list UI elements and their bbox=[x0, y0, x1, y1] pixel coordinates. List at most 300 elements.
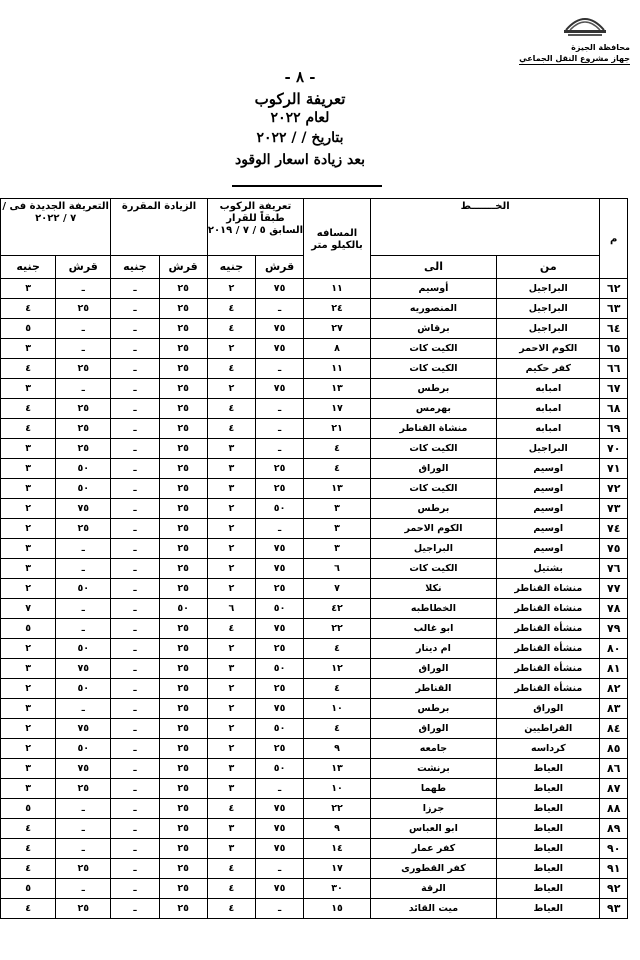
increase-piaster: ٢٥ bbox=[159, 359, 207, 379]
distance-km: ٦ bbox=[304, 559, 371, 579]
prev-fare-piaster: ٧٥ bbox=[255, 559, 303, 579]
row-number: ٦٩ bbox=[600, 419, 628, 439]
prev-fare-piaster: ـ bbox=[255, 899, 303, 919]
distance-km: ١٠ bbox=[304, 779, 371, 799]
new-fare-piaster: ٢٥ bbox=[56, 779, 111, 799]
new-fare-piaster: ـ bbox=[56, 619, 111, 639]
new-fare-pound: ٢ bbox=[1, 719, 56, 739]
prev-fare-pound: ٣ bbox=[207, 439, 255, 459]
increase-piaster: ٢٥ bbox=[159, 779, 207, 799]
new-fare-piaster: ـ bbox=[56, 879, 111, 899]
prev-fare-pound: ٣ bbox=[207, 819, 255, 839]
row-number: ٧٣ bbox=[600, 499, 628, 519]
row-number: ٨٦ bbox=[600, 759, 628, 779]
increase-pound: ـ bbox=[111, 619, 159, 639]
route-from: العياط bbox=[497, 779, 600, 799]
new-fare-piaster: ٥٠ bbox=[56, 739, 111, 759]
new-fare-piaster: ٢٥ bbox=[56, 299, 111, 319]
prev-fare-piaster: ٥٠ bbox=[255, 759, 303, 779]
new-fare-piaster: ـ bbox=[56, 699, 111, 719]
new-fare-piaster: ٢٥ bbox=[56, 399, 111, 419]
fare-table bbox=[0, 198, 628, 919]
route-from: كفر حكيم bbox=[497, 359, 600, 379]
table-row bbox=[1, 379, 628, 399]
table-row bbox=[1, 759, 628, 779]
distance-km: ١١ bbox=[304, 359, 371, 379]
new-fare-pound: ٥ bbox=[1, 619, 56, 639]
new-fare-piaster: ـ bbox=[56, 539, 111, 559]
increase-piaster: ٢٥ bbox=[159, 799, 207, 819]
distance-km: ١٠ bbox=[304, 699, 371, 719]
new-fare-piaster: ـ bbox=[56, 599, 111, 619]
new-fare-piaster: ٢٥ bbox=[56, 359, 111, 379]
table-row bbox=[1, 359, 628, 379]
route-from: العياط bbox=[497, 799, 600, 819]
route-from: البراجيل bbox=[497, 439, 600, 459]
new-fare-piaster: ٧٥ bbox=[56, 759, 111, 779]
header-new-pound: جنيه bbox=[1, 256, 56, 279]
increase-pound: ـ bbox=[111, 879, 159, 899]
increase-pound: ـ bbox=[111, 599, 159, 619]
increase-piaster: ٢٥ bbox=[159, 279, 207, 299]
increase-piaster: ٢٥ bbox=[159, 319, 207, 339]
prev-fare-piaster: ٥٠ bbox=[255, 599, 303, 619]
increase-piaster: ٢٥ bbox=[159, 519, 207, 539]
increase-piaster: ٢٥ bbox=[159, 379, 207, 399]
new-fare-pound: ٤ bbox=[1, 419, 56, 439]
new-fare-pound: ٢ bbox=[1, 639, 56, 659]
route-from: منشاة القناطر bbox=[497, 599, 600, 619]
route-to: جرزا bbox=[370, 799, 496, 819]
increase-pound: ـ bbox=[111, 479, 159, 499]
route-to: القناطر bbox=[370, 679, 496, 699]
header-inc-pound: جنيه bbox=[111, 256, 159, 279]
prev-fare-piaster: ٥٠ bbox=[255, 659, 303, 679]
row-number: ٧٤ bbox=[600, 519, 628, 539]
distance-km: ٢٢ bbox=[304, 619, 371, 639]
distance-km: ٣٠ bbox=[304, 879, 371, 899]
route-to: الكيت كات bbox=[370, 359, 496, 379]
new-fare-pound: ٢ bbox=[1, 499, 56, 519]
prev-fare-piaster: ٧٥ bbox=[255, 339, 303, 359]
route-from: القراطيين bbox=[497, 719, 600, 739]
new-fare-pound: ٢ bbox=[1, 519, 56, 539]
increase-pound: ـ bbox=[111, 719, 159, 739]
fare-table-body bbox=[1, 279, 628, 919]
route-to: برطس bbox=[370, 499, 496, 519]
increase-piaster: ٢٥ bbox=[159, 419, 207, 439]
table-row bbox=[1, 399, 628, 419]
new-fare-pound: ٢ bbox=[1, 679, 56, 699]
increase-piaster: ٢٥ bbox=[159, 619, 207, 639]
increase-pound: ـ bbox=[111, 579, 159, 599]
increase-piaster: ٢٥ bbox=[159, 459, 207, 479]
distance-km: ٩ bbox=[304, 739, 371, 759]
row-number: ٧٥ bbox=[600, 539, 628, 559]
distance-km: ٢١ bbox=[304, 419, 371, 439]
header-to: الى bbox=[370, 256, 496, 279]
prev-fare-piaster: ٧٥ bbox=[255, 279, 303, 299]
header-previous-fare: تعريفة الركوب طبقاً للقرار السابق ٥ / ٧ / ٢٠١٩ bbox=[207, 199, 303, 256]
increase-piaster: ٢٥ bbox=[159, 299, 207, 319]
increase-pound: ـ bbox=[111, 559, 159, 579]
row-number: ٨٥ bbox=[600, 739, 628, 759]
new-fare-pound: ٥ bbox=[1, 319, 56, 339]
header-from: من bbox=[497, 256, 600, 279]
table-row bbox=[1, 319, 628, 339]
prev-fare-pound: ٢ bbox=[207, 559, 255, 579]
governorate-logo-icon bbox=[560, 10, 610, 38]
prev-fare-pound: ٣ bbox=[207, 479, 255, 499]
table-row bbox=[1, 659, 628, 679]
distance-km: ١٣ bbox=[304, 759, 371, 779]
distance-km: ٤٢ bbox=[304, 599, 371, 619]
prev-fare-piaster: ٧٥ bbox=[255, 799, 303, 819]
prev-fare-pound: ٢ bbox=[207, 739, 255, 759]
new-fare-piaster: ٧٥ bbox=[56, 719, 111, 739]
document-date: بتاريخ / / ٢٠٢٢ bbox=[256, 130, 344, 146]
route-to: ميت القائد bbox=[370, 899, 496, 919]
prev-fare-pound: ٢ bbox=[207, 519, 255, 539]
prev-fare-piaster: ـ bbox=[255, 359, 303, 379]
distance-km: ٢٧ bbox=[304, 319, 371, 339]
increase-piaster: ٢٥ bbox=[159, 559, 207, 579]
prev-fare-pound: ٤ bbox=[207, 319, 255, 339]
document-title: تعريفة الركوب bbox=[254, 90, 346, 108]
org-line-1: محافظة الجيزة bbox=[571, 43, 630, 52]
table-row bbox=[1, 819, 628, 839]
route-to: برقاش bbox=[370, 319, 496, 339]
new-fare-pound: ٧ bbox=[1, 599, 56, 619]
distance-km: ٤ bbox=[304, 639, 371, 659]
prev-fare-piaster: ـ bbox=[255, 439, 303, 459]
prev-fare-pound: ٤ bbox=[207, 859, 255, 879]
route-from: اوسيم bbox=[497, 539, 600, 559]
route-to: الكيت كات bbox=[370, 559, 496, 579]
row-number: ٦٧ bbox=[600, 379, 628, 399]
prev-fare-pound: ٣ bbox=[207, 779, 255, 799]
prev-fare-pound: ٣ bbox=[207, 459, 255, 479]
prev-fare-piaster: ٧٥ bbox=[255, 879, 303, 899]
route-from: امبابه bbox=[497, 379, 600, 399]
header-prev-piaster: قرش bbox=[255, 256, 303, 279]
new-fare-pound: ٤ bbox=[1, 299, 56, 319]
row-number: ٨٤ bbox=[600, 719, 628, 739]
increase-piaster: ٢٥ bbox=[159, 339, 207, 359]
increase-pound: ـ bbox=[111, 279, 159, 299]
page-number: - ٨ - bbox=[284, 68, 316, 86]
distance-km: ١١ bbox=[304, 279, 371, 299]
distance-km: ٣ bbox=[304, 519, 371, 539]
new-fare-pound: ٣ bbox=[1, 279, 56, 299]
increase-pound: ـ bbox=[111, 359, 159, 379]
new-fare-pound: ٥ bbox=[1, 799, 56, 819]
prev-fare-pound: ٤ bbox=[207, 619, 255, 639]
route-from: منشاة القناطر bbox=[497, 579, 600, 599]
increase-piaster: ٢٥ bbox=[159, 899, 207, 919]
route-from: العياط bbox=[497, 759, 600, 779]
prev-fare-piaster: ٥٠ bbox=[255, 719, 303, 739]
prev-fare-pound: ٢ bbox=[207, 539, 255, 559]
increase-pound: ـ bbox=[111, 299, 159, 319]
distance-km: ٧ bbox=[304, 579, 371, 599]
new-fare-piaster: ـ bbox=[56, 819, 111, 839]
prev-fare-pound: ٢ bbox=[207, 579, 255, 599]
increase-pound: ـ bbox=[111, 439, 159, 459]
increase-piaster: ٢٥ bbox=[159, 679, 207, 699]
new-fare-pound: ٣ bbox=[1, 439, 56, 459]
new-fare-piaster: ـ bbox=[56, 339, 111, 359]
increase-pound: ـ bbox=[111, 459, 159, 479]
table-row bbox=[1, 559, 628, 579]
route-to: منشاة القناطر bbox=[370, 419, 496, 439]
new-fare-pound: ٥ bbox=[1, 879, 56, 899]
route-to: جامعه bbox=[370, 739, 496, 759]
table-row bbox=[1, 779, 628, 799]
increase-pound: ـ bbox=[111, 539, 159, 559]
increase-pound: ـ bbox=[111, 339, 159, 359]
increase-pound: ـ bbox=[111, 699, 159, 719]
increase-pound: ـ bbox=[111, 859, 159, 879]
distance-km: ٤ bbox=[304, 679, 371, 699]
row-number: ٨٩ bbox=[600, 819, 628, 839]
prev-fare-piaster: ـ bbox=[255, 399, 303, 419]
row-number: ٨١ bbox=[600, 659, 628, 679]
route-from: منشأة القناطر bbox=[497, 679, 600, 699]
document-note: بعد زيادة اسعار الوقود bbox=[234, 152, 366, 168]
distance-km: ٨ bbox=[304, 339, 371, 359]
row-number: ٦٢ bbox=[600, 279, 628, 299]
header-number: م bbox=[600, 199, 628, 279]
prev-fare-piaster: ٧٥ bbox=[255, 379, 303, 399]
distance-km: ٢٢ bbox=[304, 799, 371, 819]
route-to: أوسيم bbox=[370, 279, 496, 299]
row-number: ٧٢ bbox=[600, 479, 628, 499]
table-row bbox=[1, 899, 628, 919]
row-number: ٩٢ bbox=[600, 879, 628, 899]
route-from: بشتيل bbox=[497, 559, 600, 579]
row-number: ٨٨ bbox=[600, 799, 628, 819]
prev-fare-piaster: ٢٥ bbox=[255, 459, 303, 479]
new-fare-piaster: ٥٠ bbox=[56, 639, 111, 659]
new-fare-pound: ٣ bbox=[1, 479, 56, 499]
route-to: الكوم الاحمر bbox=[370, 519, 496, 539]
new-fare-piaster: ٢٥ bbox=[56, 859, 111, 879]
row-number: ٨٣ bbox=[600, 699, 628, 719]
org-line-2: جهاز مشروع النقل الجماعي bbox=[519, 54, 630, 63]
header-increase: الزيادة المقررة bbox=[111, 199, 207, 256]
route-from: منشأة القناطر bbox=[497, 619, 600, 639]
prev-fare-pound: ٤ bbox=[207, 879, 255, 899]
new-fare-piaster: ٧٥ bbox=[56, 499, 111, 519]
table-row bbox=[1, 799, 628, 819]
increase-pound: ـ bbox=[111, 639, 159, 659]
prev-fare-pound: ٢ bbox=[207, 499, 255, 519]
route-to: الوراق bbox=[370, 659, 496, 679]
new-fare-piaster: ٥٠ bbox=[56, 679, 111, 699]
increase-piaster: ٢٥ bbox=[159, 539, 207, 559]
new-fare-piaster: ـ bbox=[56, 559, 111, 579]
table-row bbox=[1, 579, 628, 599]
row-number: ٦٦ bbox=[600, 359, 628, 379]
increase-pound: ـ bbox=[111, 319, 159, 339]
header-new-piaster: قرش bbox=[56, 256, 111, 279]
new-fare-piaster: ـ bbox=[56, 279, 111, 299]
prev-fare-piaster: ٢٥ bbox=[255, 479, 303, 499]
distance-km: ١٢ bbox=[304, 659, 371, 679]
increase-pound: ـ bbox=[111, 839, 159, 859]
increase-piaster: ٢٥ bbox=[159, 579, 207, 599]
route-from: كرداسه bbox=[497, 739, 600, 759]
route-to: الكيت كات bbox=[370, 339, 496, 359]
prev-fare-pound: ٦ bbox=[207, 599, 255, 619]
header-new-fare: التعريفة الجديدة فى / ٧ / ٢٠٢٢ bbox=[1, 199, 111, 256]
increase-pound: ـ bbox=[111, 499, 159, 519]
table-row bbox=[1, 839, 628, 859]
route-to: برطس bbox=[370, 699, 496, 719]
distance-km: ١٣ bbox=[304, 479, 371, 499]
route-from: منشأة القناطر bbox=[497, 659, 600, 679]
new-fare-pound: ٤ bbox=[1, 819, 56, 839]
new-fare-piaster: ـ bbox=[56, 839, 111, 859]
table-row bbox=[1, 539, 628, 559]
new-fare-piaster: ٢٥ bbox=[56, 899, 111, 919]
route-from: البراجيل bbox=[497, 299, 600, 319]
increase-piaster: ٢٥ bbox=[159, 719, 207, 739]
route-to: ام دينار bbox=[370, 639, 496, 659]
increase-piaster: ٢٥ bbox=[159, 859, 207, 879]
increase-pound: ـ bbox=[111, 739, 159, 759]
table-row bbox=[1, 299, 628, 319]
prev-fare-piaster: ٧٥ bbox=[255, 819, 303, 839]
table-row bbox=[1, 419, 628, 439]
new-fare-pound: ٣ bbox=[1, 539, 56, 559]
route-from: العياط bbox=[497, 859, 600, 879]
header-distance: المسافه بالكيلو متر bbox=[304, 199, 371, 279]
new-fare-pound: ٤ bbox=[1, 899, 56, 919]
header-inc-piaster: قرش bbox=[159, 256, 207, 279]
prev-fare-piaster: ٧٥ bbox=[255, 319, 303, 339]
route-to: ابو العباس bbox=[370, 819, 496, 839]
prev-fare-pound: ٤ bbox=[207, 399, 255, 419]
row-number: ٩٣ bbox=[600, 899, 628, 919]
table-row bbox=[1, 599, 628, 619]
distance-km: ١٧ bbox=[304, 859, 371, 879]
row-number: ٧٩ bbox=[600, 619, 628, 639]
prev-fare-pound: ٢ bbox=[207, 279, 255, 299]
route-from: امبابه bbox=[497, 419, 600, 439]
prev-fare-pound: ٤ bbox=[207, 359, 255, 379]
increase-pound: ـ bbox=[111, 379, 159, 399]
new-fare-pound: ٣ bbox=[1, 779, 56, 799]
prev-fare-pound: ٤ bbox=[207, 899, 255, 919]
row-number: ٦٨ bbox=[600, 399, 628, 419]
increase-piaster: ٢٥ bbox=[159, 879, 207, 899]
table-row bbox=[1, 619, 628, 639]
new-fare-pound: ٣ bbox=[1, 759, 56, 779]
new-fare-piaster: ٢٥ bbox=[56, 519, 111, 539]
prev-fare-piaster: ٧٥ bbox=[255, 619, 303, 639]
table-row bbox=[1, 679, 628, 699]
distance-km: ١٤ bbox=[304, 839, 371, 859]
prev-fare-piaster: ٢٥ bbox=[255, 739, 303, 759]
increase-pound: ـ bbox=[111, 899, 159, 919]
increase-pound: ـ bbox=[111, 659, 159, 679]
row-number: ٨٢ bbox=[600, 679, 628, 699]
prev-fare-piaster: ٥٠ bbox=[255, 499, 303, 519]
new-fare-piaster: ٥٠ bbox=[56, 479, 111, 499]
new-fare-pound: ٤ bbox=[1, 399, 56, 419]
route-to: كفر عمار bbox=[370, 839, 496, 859]
row-number: ٧٦ bbox=[600, 559, 628, 579]
distance-km: ٣ bbox=[304, 539, 371, 559]
table-row bbox=[1, 439, 628, 459]
header-prev-pound: جنيه bbox=[207, 256, 255, 279]
distance-km: ٢٤ bbox=[304, 299, 371, 319]
new-fare-pound: ٤ bbox=[1, 839, 56, 859]
table-row bbox=[1, 639, 628, 659]
document-year: لعام ٢٠٢٢ bbox=[270, 110, 330, 126]
prev-fare-piaster: ٧٥ bbox=[255, 539, 303, 559]
increase-piaster: ٢٥ bbox=[159, 819, 207, 839]
row-number: ٧١ bbox=[600, 459, 628, 479]
prev-fare-piaster: ـ bbox=[255, 419, 303, 439]
prev-fare-piaster: ـ bbox=[255, 299, 303, 319]
increase-pound: ـ bbox=[111, 759, 159, 779]
prev-fare-pound: ٢ bbox=[207, 679, 255, 699]
distance-km: ١٣ bbox=[304, 379, 371, 399]
new-fare-pound: ٣ bbox=[1, 379, 56, 399]
table-row bbox=[1, 499, 628, 519]
prev-fare-piaster: ـ bbox=[255, 779, 303, 799]
new-fare-piaster: ٥٠ bbox=[56, 579, 111, 599]
route-to: الوراق bbox=[370, 719, 496, 739]
distance-km: ٤ bbox=[304, 459, 371, 479]
increase-piaster: ٢٥ bbox=[159, 839, 207, 859]
route-to: طهما bbox=[370, 779, 496, 799]
prev-fare-pound: ٢ bbox=[207, 639, 255, 659]
new-fare-pound: ٤ bbox=[1, 359, 56, 379]
route-to: الخطاطبه bbox=[370, 599, 496, 619]
prev-fare-pound: ٢ bbox=[207, 719, 255, 739]
increase-piaster: ٢٥ bbox=[159, 759, 207, 779]
new-fare-piaster: ـ bbox=[56, 319, 111, 339]
distance-km: ٤ bbox=[304, 439, 371, 459]
row-number: ٦٣ bbox=[600, 299, 628, 319]
prev-fare-piaster: ٧٥ bbox=[255, 699, 303, 719]
new-fare-piaster: ٥٠ bbox=[56, 459, 111, 479]
increase-pound: ـ bbox=[111, 419, 159, 439]
prev-fare-pound: ٤ bbox=[207, 419, 255, 439]
table-row bbox=[1, 859, 628, 879]
new-fare-pound: ٢ bbox=[1, 579, 56, 599]
distance-km: ٣ bbox=[304, 499, 371, 519]
prev-fare-piaster: ٢٥ bbox=[255, 679, 303, 699]
new-fare-piaster: ـ bbox=[56, 379, 111, 399]
prev-fare-piaster: ـ bbox=[255, 519, 303, 539]
title-underline bbox=[232, 185, 382, 187]
row-number: ٨٧ bbox=[600, 779, 628, 799]
new-fare-piaster: ٧٥ bbox=[56, 659, 111, 679]
increase-pound: ـ bbox=[111, 779, 159, 799]
prev-fare-pound: ٣ bbox=[207, 759, 255, 779]
route-to: بهرمس bbox=[370, 399, 496, 419]
increase-piaster: ٢٥ bbox=[159, 739, 207, 759]
increase-piaster: ٢٥ bbox=[159, 659, 207, 679]
increase-piaster: ٢٥ bbox=[159, 699, 207, 719]
route-from: العياط bbox=[497, 839, 600, 859]
increase-pound: ـ bbox=[111, 679, 159, 699]
